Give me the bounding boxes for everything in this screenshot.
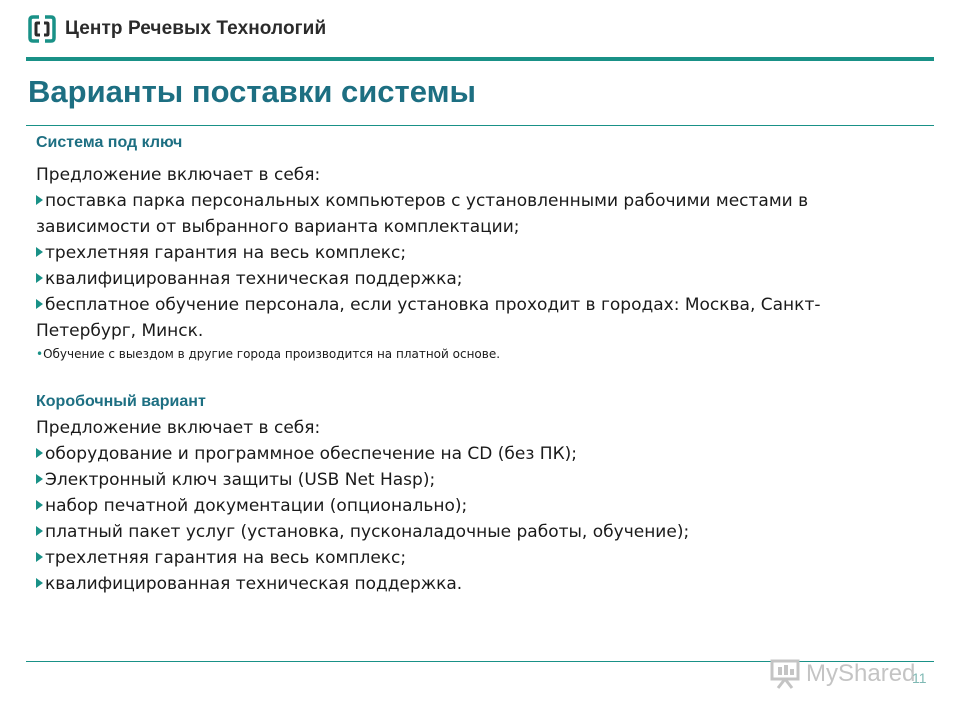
bullet-arrow-icon	[36, 448, 43, 458]
title-divider	[26, 125, 934, 126]
page-title: Варианты поставки системы	[28, 74, 476, 109]
bullet-arrow-icon	[36, 299, 43, 309]
list-item: платный пакет услуг (установка, пусконаладочные работы, обучение);	[36, 519, 906, 545]
boxed-items	[36, 441, 906, 597]
list-item: поставка парка персональных компьютеров с установленными рабочими местами в зависимости от выбранного варианта комплектации;	[36, 191, 809, 237]
logo-icon	[27, 14, 57, 44]
list-item: бесплатное обучение персонала, если установка проходит в городах: Москва, Санкт-Петербург, Минск.	[36, 295, 821, 341]
list-item: Электронный ключ защиты (USB Net Hasp);	[36, 467, 906, 493]
page-number: 11	[912, 670, 927, 686]
turnkey-items	[36, 188, 906, 344]
list-item: квалифицированная техническая поддержка;	[36, 266, 906, 292]
bullet-arrow-icon	[36, 500, 43, 510]
presentation-board-icon	[768, 658, 802, 690]
bullet-arrow-icon	[36, 474, 43, 484]
section-boxed-title: Коробочный вариант	[36, 393, 206, 410]
company-logo	[27, 14, 326, 44]
slide-content	[36, 130, 906, 597]
header-divider	[26, 57, 934, 61]
bullet-arrow-icon	[36, 578, 43, 588]
section-turnkey-note: •Обучение с выездом в другие города производится на платной основе.	[36, 347, 501, 361]
section-turnkey-intro: Предложение включает в себя:	[36, 165, 321, 185]
section-turnkey	[36, 130, 906, 362]
bullet-arrow-icon	[36, 195, 43, 205]
list-item: оборудование и программное обеспечение на CD (без ПК);	[36, 441, 906, 467]
bullet-arrow-icon	[36, 552, 43, 562]
bullet-arrow-icon	[36, 247, 43, 257]
list-item: трехлетняя гарантия на весь комплекс;	[36, 240, 906, 266]
list-item: квалифицированная техническая поддержка.	[36, 571, 906, 597]
section-boxed	[36, 389, 906, 597]
list-item: трехлетняя гарантия на весь комплекс;	[36, 545, 906, 571]
section-turnkey-title: Система под ключ	[36, 134, 183, 151]
section-boxed-intro: Предложение включает в себя:	[36, 418, 321, 438]
watermark-text: MyShared	[806, 660, 916, 687]
bullet-dot-icon: •	[36, 347, 44, 361]
watermark	[768, 656, 915, 692]
bullet-arrow-icon	[36, 273, 43, 283]
company-name: Центр Речевых Технологий	[65, 18, 327, 39]
list-item: набор печатной документации (опционально);	[36, 493, 906, 519]
bullet-arrow-icon	[36, 526, 43, 536]
